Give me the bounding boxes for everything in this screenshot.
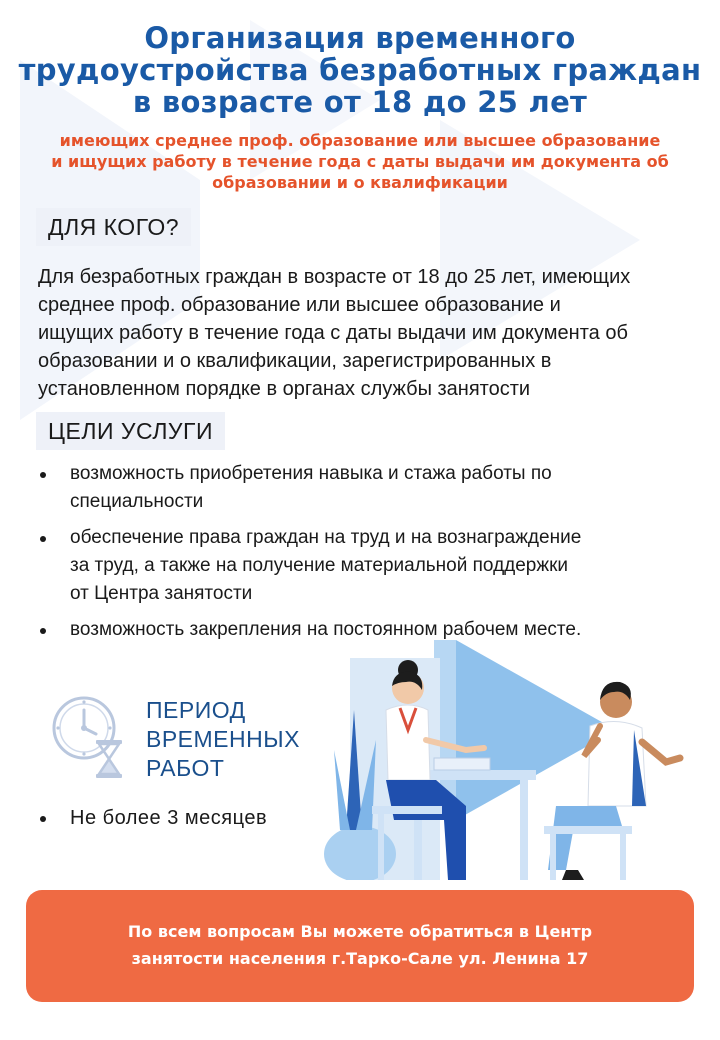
period-title-line: ПЕРИОД [146, 697, 246, 723]
goals-list-item [38, 524, 688, 608]
contact-line: занятости населения г.Тарко-Сале ул. Ленина 17 [131, 949, 589, 968]
period-title-line: РАБОТ [146, 755, 225, 781]
page-title [0, 22, 720, 118]
goals-list [38, 460, 688, 652]
bullet-dot-icon [40, 536, 46, 542]
bullet-dot-icon [40, 816, 46, 822]
period-item-text: Не более 3 месяцев [70, 807, 268, 829]
contact-line: По всем вопросам Вы можете обратиться в Центр [127, 922, 593, 941]
interview-illustration [316, 630, 706, 880]
bullet-dot-icon [40, 628, 46, 634]
goal-line: возможность закрепления на постоянном рабочем месте. [70, 619, 582, 640]
for-whom-line: среднее проф. образование или высшее образование и [38, 294, 561, 316]
title-line: в возрасте от 18 до 25 лет [132, 85, 588, 119]
for-whom-text [38, 263, 698, 403]
for-whom-line: ищущих работу в течение года с даты выдачи им документа об [38, 322, 628, 344]
period-title [146, 696, 300, 783]
period-list-item [38, 804, 267, 832]
goal-line: обеспечение права граждан на труд и на вознаграждение [70, 527, 582, 548]
period-list [38, 804, 267, 840]
title-line: Организация временного [144, 21, 576, 55]
goal-line: за труд, а также на получение материальной поддержки [70, 555, 569, 576]
contact-banner [26, 890, 694, 1002]
subtitle-line: и ищущих работу в течение года с даты выдачи им документа об [51, 152, 669, 171]
for-whom-line: образовании и о квалификации, зарегистрированных в [38, 350, 552, 372]
page-subtitle [0, 130, 720, 193]
goal-line: специальности [70, 491, 204, 512]
period-title-line: ВРЕМЕННЫХ [146, 726, 300, 752]
for-whom-label: ДЛЯ КОГО? [36, 208, 191, 246]
contact-text [26, 918, 694, 972]
for-whom-line: Для безработных граждан в возрасте от 18 до 25 лет, имеющих [38, 266, 631, 288]
goal-line: от Центра занятости [70, 583, 253, 604]
bullet-dot-icon [40, 472, 46, 478]
goal-line: возможность приобретения навыка и стажа работы по [70, 463, 552, 484]
goals-label: ЦЕЛИ УСЛУГИ [36, 412, 225, 450]
subtitle-line: образовании и о квалификации [212, 173, 508, 192]
goals-list-item [38, 460, 688, 516]
clock-hourglass-icon [48, 690, 130, 782]
title-line: трудоустройства безработных граждан [18, 53, 702, 87]
for-whom-line: установленном порядке в органах службы занятости [38, 378, 531, 400]
subtitle-line: имеющих среднее проф. образование или высшее образование [59, 131, 661, 150]
